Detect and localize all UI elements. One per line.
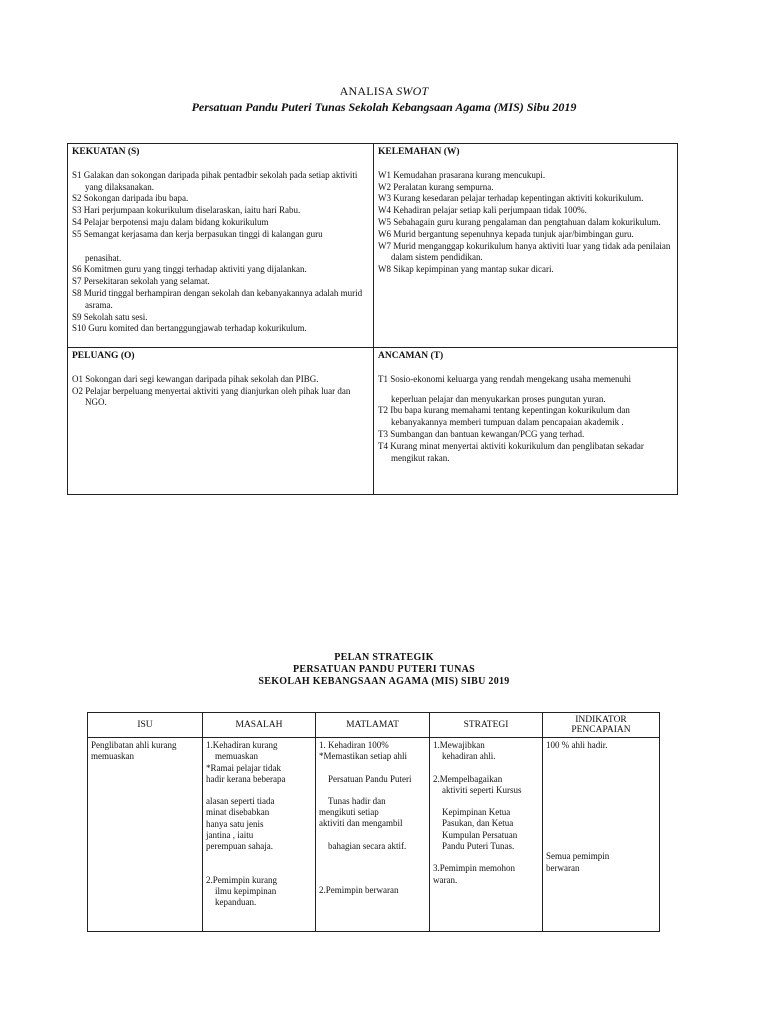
swot-vertical-divider [373,144,374,494]
spacer [319,763,426,774]
weakness-item: W3 Kurang kesedaran pelajar terhadap kepentingan aktiviti kokurikulum. [378,193,644,204]
swot-weaknesses-cell [378,147,674,276]
weakness-item: W5 Sebahagain guru kurang pengalaman dan pengtahuan dalam kokurikulum. [378,216,661,227]
spacer [319,785,426,796]
swot-strengths-cell [72,147,368,335]
masalah-line: hadir kerana beberapa [206,773,286,784]
strength-item: S9 Sekolah satu sesi. [72,311,148,322]
matlamat-line: 1. Kehadiran 100% [319,740,389,750]
threat-item: T4 Kurang minat menyertai aktiviti kokurikulum dan penglibatan sekadar mengikut rakan. [378,440,644,463]
indikator-line: Semua pemimpin [546,851,610,862]
swot-title-swot: SWOT [396,84,429,98]
masalah-line: kepanduan. [215,897,257,908]
strategi-line: Kumpulan Persatuan [442,829,518,840]
threats-heading: ANCAMAN (T) [378,351,444,361]
cell-masalah [203,738,316,932]
matlamat-line: mengikuti setiap [319,807,379,818]
swot-table [67,143,678,495]
strength-item-continuation: penasihat. [85,252,122,263]
strength-item: S10 Guru komited dan bertanggungjawab terhadap kokurikulum. [72,323,307,334]
spacer [319,830,426,841]
spacer [319,852,426,874]
threat-item-continuation: keperluan pelajar dan menyukarkan proses pungutan yuran. [391,393,606,404]
spacer [433,796,539,807]
strategi-line: Kepimpinan Ketua [442,807,511,818]
weakness-item: W6 Murid bergantung sepenuhnya kepada tunjuk ajar/bimbingan guru. [378,228,634,239]
opportunity-item: O2 Pelajar berpeluang menyertai aktiviti yang dianjurkan oleh pihak luar dan NGO. [72,385,351,408]
weakness-item: W8 Sikap kepimpinan yang mantap sukar dicari. [378,264,554,275]
strength-item: S1 Galakan dan sokongan daripada pihak pentadbir sekolah pada setiap aktiviti yang dilaksanakan. [72,169,358,192]
weakness-item: W2 Peralatan kurang sempurna. [378,181,494,192]
matlamat-line: 2.Pemimpin berwaran [319,885,399,896]
swot-subtitle: Persatuan Pandu Puteri Tunas Sekolah Kebangsaan Agama (MIS) Sibu 2019 [191,100,577,114]
strength-item: S3 Hari perjumpaan kokurikulum diselaraskan, iaitu hari Rabu. [72,205,301,216]
plan-title-line2: PERSATUAN PANDU PUTERI TUNAS [292,664,476,675]
table-row [88,738,660,932]
spacer [72,241,368,253]
strategi-line: waran. [433,874,458,885]
masalah-line: *Ramai pelajar tidak [206,762,281,773]
weakness-item: W7 Murid menganggap kokurikulum hanya aktiviti luar yang tidak ada penilaian dalam sistem pendidikan. [378,240,671,263]
weaknesses-heading: KELEMAHAN (W) [378,147,460,157]
indikator-line: berwaran [546,862,580,873]
cell-matlamat [316,738,430,932]
spacer [206,785,312,796]
matlamat-line: Tunas hadir dan [328,795,386,806]
matlamat-line: *Memastikan setiap ahli [319,751,407,762]
strategi-line: 3.Pemimpin memohon [433,863,515,874]
spacer [433,852,539,863]
opportunities-heading: PELUANG (O) [72,351,135,361]
strategi-line: Pandu Puteri Tunas. [442,841,515,852]
masalah-line: perempuan sahaja. [206,841,273,852]
cell-strategi [430,738,543,932]
swot-opportunities-cell [72,351,368,409]
strategi-line: 2.Mempelbagaikan [433,773,503,784]
table-header-row [88,713,660,738]
matlamat-line: bahagian secara aktif. [328,840,407,851]
strategi-line: aktiviti seperti Kursus [442,784,522,795]
swot-title-prefix: ANALISA [339,84,397,98]
spacer [319,874,426,885]
threat-item: T1 Sosio-ekonomi keluarga yang rendah mengekang usaha memenuhi [378,373,632,384]
strategi-line: Pasukan, dan Ketua [442,818,514,829]
strategi-line: 1.Mewajibkan [433,740,485,750]
threat-item: T2 Ibu bapa kurang memahami tentang kepentingan kokurikulum dan kebanyakannya memberi tumpuan dalam pencapaian akademik . [378,405,630,428]
masalah-line: alasan seperti tiada [206,796,275,807]
masalah-line: 2.Pemimpin kurang [206,874,277,885]
strategic-plan-table [87,712,660,932]
indikator-line: 100 % ahli hadir. [546,740,608,750]
strength-item: S2 Sokongan daripada ibu bapa. [72,193,189,204]
plan-title-line1: PELAN STRATEGIK [334,652,434,663]
swot-title [0,84,768,99]
masalah-line: jantina , iaitu [206,830,254,841]
cell-indikator [543,738,660,932]
swot-horizontal-divider [68,347,677,348]
spacer [433,763,539,774]
strength-item: S4 Pelajar berpotensi maju dalam bidang kokurikulum [72,216,269,227]
masalah-line: 1.Kehadiran kurang [206,740,278,750]
strength-item: S5 Semangat kerjasama dan kerja berpasukan tinggi di kalangan guru [72,228,323,239]
header-matlamat: MATLAMAT [316,713,430,738]
strategi-line: kehadiran ahli. [442,751,496,762]
matlamat-line: aktiviti dan mengambil [319,818,403,829]
plan-title-line3: SEKOLAH KEBANGSAAN AGAMA (MIS) SIBU 2019 [258,676,510,687]
masalah-line: hanya satu jenis [206,818,264,829]
spacer [546,751,656,851]
swot-threats-cell [378,351,674,464]
header-masalah: MASALAH [203,713,316,738]
threat-item: T3 Sumbangan dan bantuan kewangan/PCG yang terhad. [378,428,585,439]
isu-text: Penglibatan ahli kurang memuaskan [91,740,177,762]
header-strategi: STRATEGI [430,713,543,738]
spacer [378,386,674,394]
masalah-line: ilmu kepimpinan [215,885,277,896]
header-isu: ISU [88,713,203,738]
header-indikator: INDIKATOR PENCAPAIAN [543,713,660,738]
strengths-heading: KEKUATAN (S) [72,147,140,157]
opportunity-item: O1 Sokongan dari segi kewangan daripada pihak sekolah dan PIBG. [72,373,319,384]
strength-item: S6 Komitmen guru yang tinggi terhadap aktiviti yang dijalankan. [72,264,307,275]
masalah-line: minat disebabkan [206,807,270,818]
weakness-item: W1 Kemudahan prasarana kurang mencukupi. [378,169,546,180]
strength-item: S7 Persekitaran sekolah yang selamat. [72,276,210,287]
matlamat-line: Persatuan Pandu Puteri [328,773,412,784]
cell-isu [88,738,203,932]
spacer [206,853,312,875]
masalah-line: memuaskan [215,751,258,762]
strength-item: S8 Murid tinggal berhampiran dengan sekolah dan kebanyakannya adalah murid asrama. [72,287,363,310]
weakness-item: W4 Kehadiran pelajar setiap kali perjumpaan tidak 100%. [378,205,587,216]
